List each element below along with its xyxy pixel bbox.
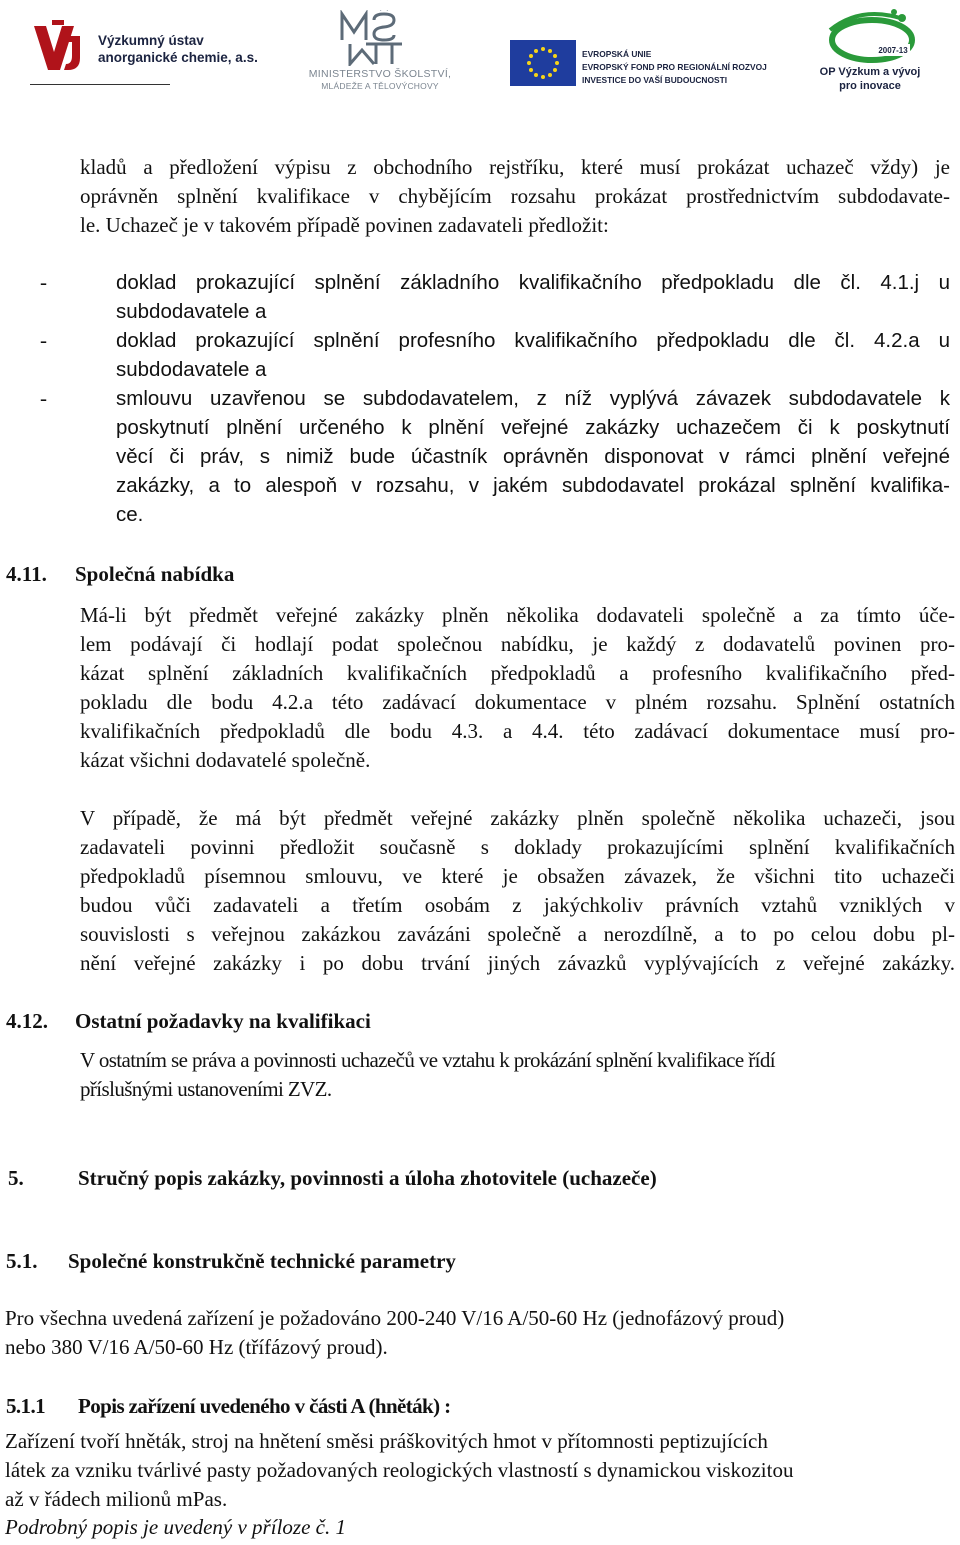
eu-text bbox=[582, 48, 767, 87]
section-heading: Ostatní požadavky na kvalifikaci bbox=[75, 1009, 371, 1033]
msmt-name-line1: MINISTERSTVO ŠKOLSTVÍ, bbox=[308, 68, 452, 80]
list-item-line: smlouvu uzavřenou se subdodavatelem, z níž vyplývá závazek subdodavatele k bbox=[116, 387, 950, 410]
section-heading: Popis zařízení uvedeného v části A (hněták) : bbox=[78, 1394, 451, 1418]
op-name-line2: pro inovace bbox=[839, 80, 901, 92]
list-dash: - bbox=[40, 386, 47, 410]
section-heading: Společné konstrukčně technické parametry bbox=[68, 1249, 456, 1273]
paragraph-line: kvalifikačních předpokladů dle bodu 4.3. a 4.4. této zadávací dokumentace musí pro- bbox=[80, 719, 955, 743]
section-number: 4.12. bbox=[6, 1009, 48, 1033]
paragraph-line: látek za vzniku tvárlivé pasty požadovaných reologických vlastností s dynamickou viskozitou bbox=[5, 1458, 794, 1482]
op-name-line1: OP Výzkum a vývoj bbox=[819, 66, 921, 78]
vuach-name-line2: anorganické chemie, a.s. bbox=[98, 50, 258, 65]
list-item-line: poskytnutí plnění určeného k plnění veřejné zakázky uchazečem či k poskytnutí bbox=[116, 416, 950, 439]
paragraph-line: Má-li být předmět veřejné zakázky plněn několika dodavateli společně a za tímto úče- bbox=[80, 603, 955, 627]
eu-text-line2: EVROPSKÝ FOND PRO REGIONÁLNÍ ROZVOJ bbox=[582, 62, 767, 72]
eu-logo bbox=[510, 40, 770, 90]
msmt-logo bbox=[300, 10, 460, 92]
list-item-line: doklad prokazující splnění základního kvalifikačního předpokladu dle čl. 4.1.j u bbox=[116, 271, 950, 294]
paragraph-line: Pro všechna uvedená zařízení je požadováno 200-240 V/16 A/50-60 Hz (jednofázový proud) bbox=[5, 1306, 785, 1330]
vuach-name bbox=[98, 32, 258, 66]
eu-text-line1: EVROPSKÁ UNIE bbox=[582, 49, 652, 59]
op-vavpi-logo bbox=[815, 8, 935, 94]
list-item-line: subdodavatele a bbox=[116, 300, 267, 323]
list-item-line: subdodavatele a bbox=[116, 358, 267, 381]
msmt-name-line2: MLÁDEŽE A TĚLOVÝCHOVY bbox=[321, 81, 439, 91]
paragraph-line: pokladu dle bodu 4.2.a této zadávací dokumentace v plném rozsahu. Splnění ostatních bbox=[80, 690, 955, 714]
annex-reference: Podrobný popis je uvedený v příloze č. 1 bbox=[5, 1515, 346, 1539]
paragraph-line: až v řádech milionů mPas. bbox=[5, 1487, 228, 1511]
paragraph-line: předpokladů písemnou smlouvu, ve které je obsažen závazek, že všichni tito uchazeči bbox=[80, 864, 955, 888]
intro-line: le. Uchazeč je v takovém případě povinen zadavateli předložit: bbox=[80, 213, 609, 237]
paragraph-line: budou vůči zadavateli a třetím osobám z jakýchkoliv právních vztahů vzniklých v bbox=[80, 893, 955, 917]
section-number: 5.1. bbox=[6, 1249, 38, 1273]
vuach-name-line1: Výzkumný ústav bbox=[98, 33, 204, 48]
paragraph-line: zadavateli povinni předložit současně s doklady prokazujícími splnění kvalifikačních bbox=[80, 835, 955, 859]
paragraph-line: nění veřejné zakázky i po dobu trvání jiných závazků vyplývajících z veřejné zakázky. bbox=[80, 951, 955, 975]
list-dash: - bbox=[40, 270, 47, 294]
paragraph-line: V případě, že má být předmět veřejné zakázky plněn společně několika uchazeči, jsou bbox=[80, 806, 955, 830]
list-item-line: doklad prokazující splnění profesního kvalifikačního předpokladu dle čl. 4.2.a u bbox=[116, 329, 950, 352]
page-header bbox=[0, 0, 960, 100]
eu-flag-icon bbox=[510, 40, 576, 86]
list-dash: - bbox=[40, 328, 47, 352]
op-years-label: 2007-13 bbox=[878, 46, 908, 55]
msmt-monogram-icon bbox=[336, 10, 416, 66]
paragraph-line: nebo 380 V/16 A/50-60 Hz (třífázový proud). bbox=[5, 1335, 388, 1359]
list-item-line: ce. bbox=[116, 503, 144, 526]
intro-line: oprávněn splnění kvalifikace v chybějícím rozsahu prokázat prostřednictvím subdodavate- bbox=[80, 184, 950, 208]
intro-line: kladů a předložení výpisu z obchodního rejstříku, které musí prokázat uchazeč vždy) je bbox=[80, 155, 950, 179]
paragraph-line: souvislosti s veřejnou zakázkou zavázáni společně a nerozdílně, a to po celou dobu pl- bbox=[80, 922, 955, 946]
list-item-line: zakázky, a to alespoň v rozsahu, v jakém subdodavatel prokázal splnění kvalifika- bbox=[116, 474, 950, 497]
paragraph-line: V ostatním se práva a povinnosti uchazečů ve vztahu k prokázání splnění kvalifikace řídí bbox=[80, 1048, 775, 1072]
paragraph-line: kázat splnění základních kvalifikačních předpokladů a profesního kvalifikačního před- bbox=[80, 661, 955, 685]
list-item-line: věcí či práv, s nimiž bude účastník oprávněn disponovat v rámci plnění veřejné bbox=[116, 445, 950, 468]
vuach-logo bbox=[30, 18, 280, 88]
paragraph-line: Zařízení tvoří hněták, stroj na hnětení směsi práškovitých hmot v přítomnosti peptizujících bbox=[5, 1429, 768, 1453]
vuach-emblem-icon bbox=[30, 18, 90, 78]
eu-text-line3: INVESTICE DO VAŠÍ BUDOUCNOSTI bbox=[582, 75, 728, 85]
header-rule bbox=[30, 84, 170, 85]
paragraph-line: kázat všichni dodavatelé společně. bbox=[80, 748, 371, 772]
section-heading: Stručný popis zakázky, povinnosti a úloha zhotovitele (uchazeče) bbox=[78, 1166, 657, 1190]
section-number: 5. bbox=[8, 1166, 24, 1190]
section-number: 5.1.1 bbox=[6, 1394, 46, 1418]
section-number: 4.11. bbox=[6, 562, 47, 586]
paragraph-line: příslušnými ustanoveními ZVZ. bbox=[80, 1077, 332, 1101]
op-vavpi-emblem-icon bbox=[820, 8, 920, 66]
section-heading: Společná nabídka bbox=[75, 562, 235, 586]
paragraph-line: lem podávají či hodlají podat společnou nabídku, je každý z dodavatelů povinen pro- bbox=[80, 632, 955, 656]
